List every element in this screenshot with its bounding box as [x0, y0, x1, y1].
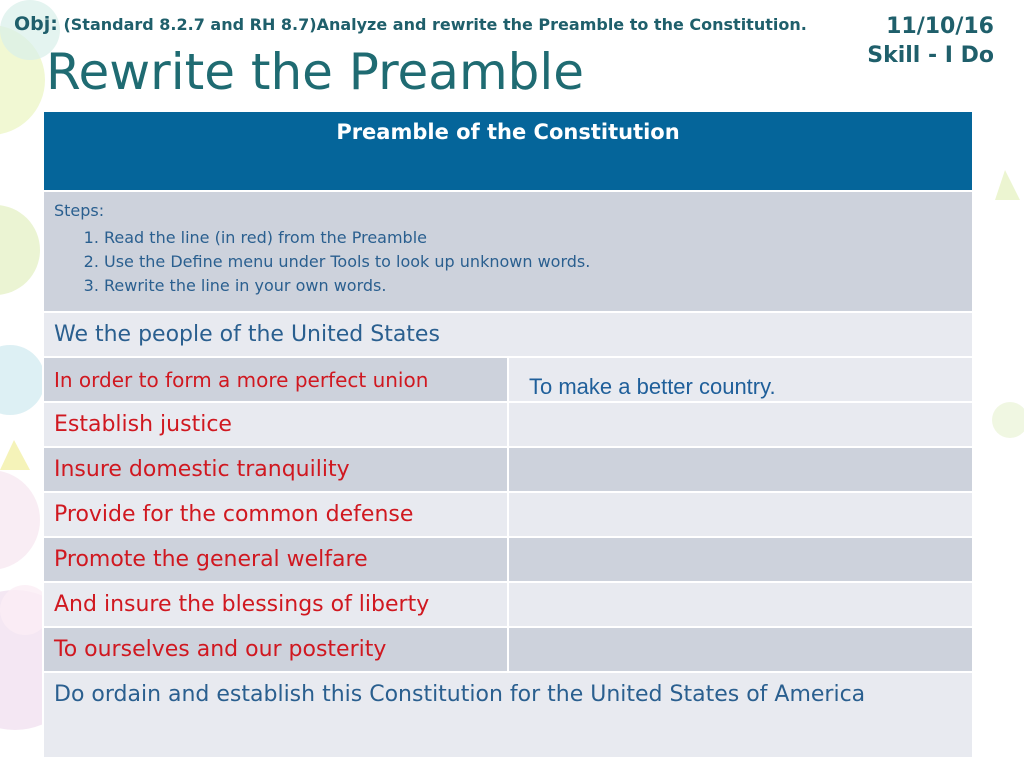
preamble-line: Establish justice	[43, 402, 508, 447]
table-row	[43, 582, 973, 627]
preamble-table	[42, 110, 974, 759]
preamble-line: In order to form a more perfect union	[43, 357, 508, 402]
closing-line: Do ordain and establish this Constitution for the United States of America	[43, 672, 973, 758]
rewrite-cell[interactable]	[508, 447, 973, 492]
step-item: 1. Read the line (in red) from the Preamble	[104, 226, 962, 250]
skill-label: Skill - I Do	[867, 43, 994, 68]
table-row	[43, 537, 973, 582]
table-header-row	[43, 111, 973, 191]
preamble-line: Insure domestic tranquility	[43, 447, 508, 492]
step-item: 3. Rewrite the line in your own words.	[104, 274, 962, 298]
table-heading: Preamble of the Constitution	[43, 111, 973, 191]
rewrite-cell[interactable]	[508, 402, 973, 447]
preamble-line: Promote the general welfare	[43, 537, 508, 582]
steps-row	[43, 191, 973, 312]
rewrite-cell[interactable]	[508, 537, 973, 582]
steps-list	[54, 226, 962, 298]
objective-line	[14, 12, 826, 37]
preamble-line: To ourselves and our posterity	[43, 627, 508, 672]
rewrite-cell[interactable]	[508, 492, 973, 537]
objective-label: Obj:	[14, 13, 58, 35]
table-row	[43, 447, 973, 492]
step-item: 2. Use the Define menu under Tools to look up unknown words.	[104, 250, 962, 274]
table-row	[43, 492, 973, 537]
opening-line: We the people of the United States	[43, 312, 973, 357]
closing-row	[43, 672, 973, 758]
table-row	[43, 402, 973, 447]
date-block	[867, 12, 994, 70]
rewrite-cell[interactable]	[508, 582, 973, 627]
steps-cell	[43, 191, 973, 312]
steps-label: Steps:	[54, 201, 105, 220]
objective-text: (Standard 8.2.7 and RH 8.7)Analyze and rewrite the Preamble to the Constitution.	[63, 15, 807, 34]
page-title: Rewrite the Preamble	[46, 43, 585, 101]
preamble-line: Provide for the common defense	[43, 492, 508, 537]
opening-row	[43, 312, 973, 357]
rewrite-cell[interactable]: To make a better country.	[508, 357, 973, 402]
lesson-date: 11/10/16	[886, 14, 994, 39]
preamble-line: And insure the blessings of liberty	[43, 582, 508, 627]
table-row	[43, 357, 973, 402]
table-row	[43, 627, 973, 672]
rewrite-cell[interactable]	[508, 627, 973, 672]
